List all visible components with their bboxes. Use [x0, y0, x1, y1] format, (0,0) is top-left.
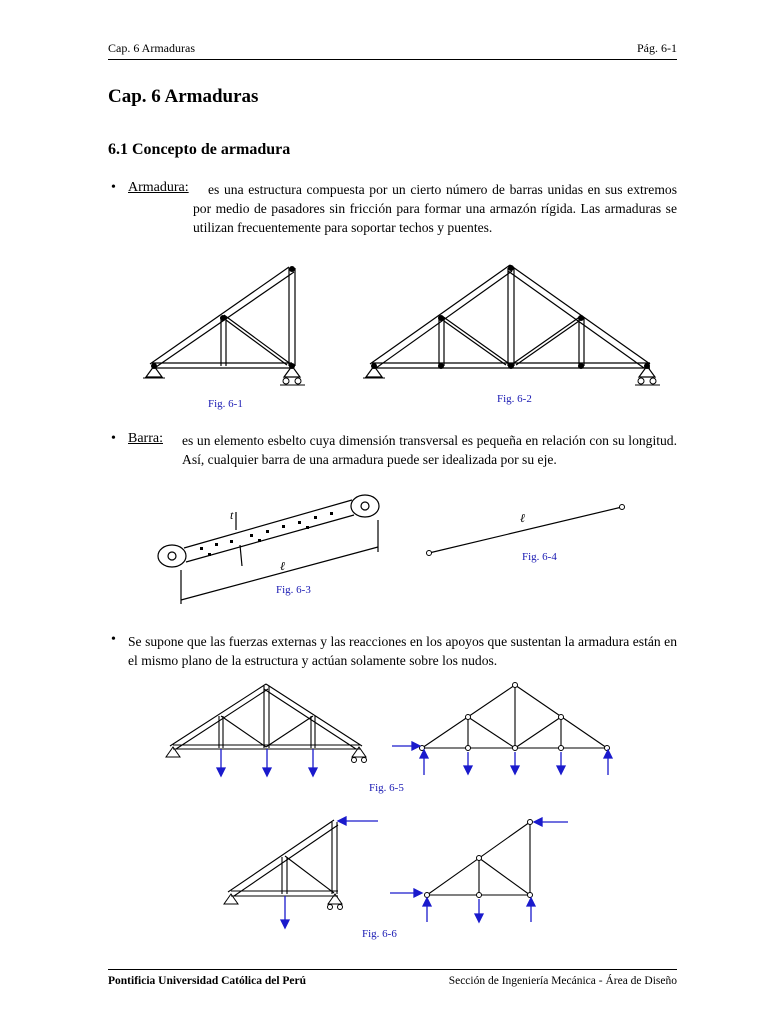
assumption-text: Se supone que las fuerzas externas y las reacciones en los apoyos que sustentan la armadura están en el mismo plano de la estructura y actúan solamente sobre los nudos.: [128, 634, 677, 668]
term-armadura: Armadura:: [128, 180, 189, 195]
running-header-right: Pág. 6-1: [637, 41, 677, 55]
bullet-marker: •: [111, 632, 116, 647]
chapter-title: Cap. 6 Armaduras: [108, 86, 259, 107]
caption-fig-6-2: Fig. 6-2: [497, 393, 532, 405]
caption-fig-6-4: Fig. 6-4: [522, 551, 557, 563]
term-barra: Barra:: [128, 431, 163, 446]
bullet-marker: •: [111, 180, 116, 195]
caption-fig-6-3: Fig. 6-3: [276, 584, 311, 596]
footer-university: Pontificia Universidad Católica del Perú: [108, 975, 307, 987]
caption-fig-6-6: Fig. 6-6: [362, 928, 397, 940]
caption-fig-6-1: Fig. 6-1: [208, 398, 243, 410]
bullet-marker: •: [111, 431, 116, 446]
caption-fig-6-5: Fig. 6-5: [369, 782, 404, 794]
definition-barra: es un elemento esbelto cuya dimensión transversal es pequeña en relación con su longitud. Así, cualquier barra de una armadura puede ser idealizada por su eje.: [182, 433, 677, 467]
footer-department: Sección de Ingeniería Mecánica - Área de Diseño: [448, 975, 677, 987]
length-symbol-bar: ℓ: [280, 559, 285, 573]
length-symbol-axis: ℓ: [520, 511, 525, 525]
running-header-left: Cap. 6 Armaduras: [108, 41, 195, 55]
footer-rule: [108, 969, 677, 970]
section-title: 6.1 Concepto de armadura: [108, 141, 291, 158]
definition-armadura: es una estructura compuesta por un cierto número de barras unidas en sus extremos por medio de pasadores sin fricción para formar una armazón rígida. Las armaduras se utilizan frecuentemente para soportar techos y puentes.: [193, 182, 677, 235]
thickness-symbol: t: [230, 508, 234, 522]
